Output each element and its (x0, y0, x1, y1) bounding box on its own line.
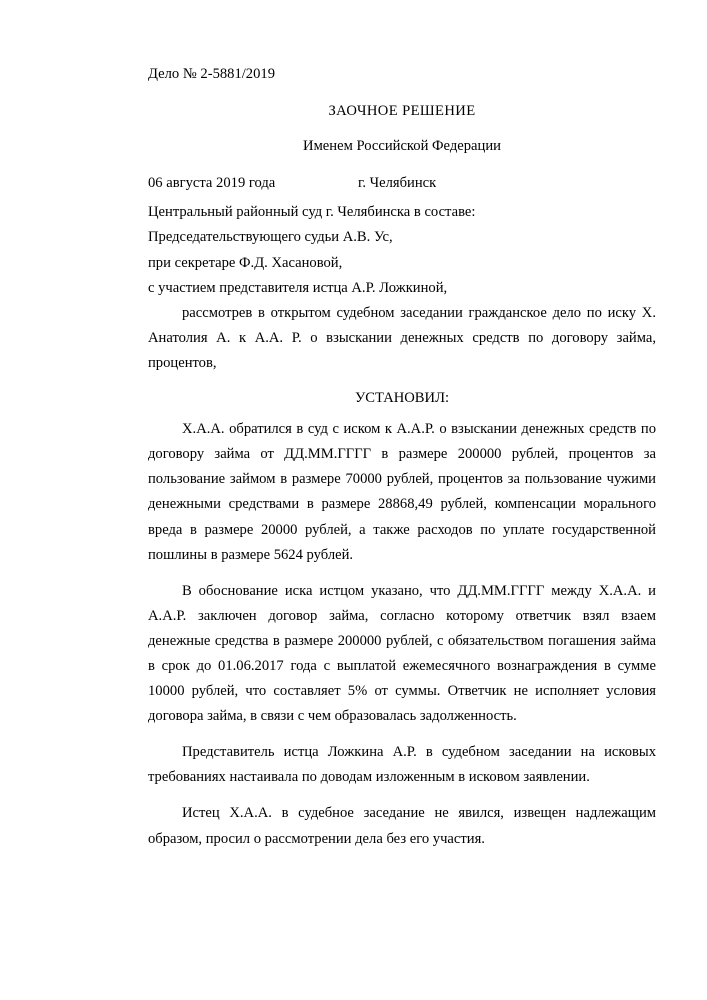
paragraph-spacer (148, 729, 656, 740)
paragraph-claim-details: Х.А.А. обратился в суд с иском к А.А.Р. о взыскании денежных средств по договору займа от ДД.ММ.ГГГГ в размере 200000 рублей, процентов за пользование займом в размере 70000 рублей, процентов за пользование чужими денежными средствами в размере 28868,49 рублей, компенсации морального вреда в размере 20000 рублей, а также расходов по уплате государственной пошлины в размере 5624 рублей. (148, 421, 656, 563)
document-body (148, 62, 656, 852)
decision-city: г. Челябинск (358, 175, 437, 192)
paragraph-representative-position: Представитель истца Ложкина А.Р. в судебном заседании на исковых требованиях настаивала по доводам изложенным в исковом заявлении. (148, 744, 656, 786)
document-title: ЗАОЧНОЕ РЕШЕНИЕ (328, 103, 476, 120)
case-number: Дело № 2-5881/2019 (148, 66, 275, 82)
decision-date: 06 августа 2019 года (148, 175, 276, 192)
paragraph-spacer (148, 790, 656, 801)
section-heading-established: УСТАНОВИЛ: (354, 390, 450, 407)
secretary-line: при секретаре Ф.Д. Хасановой, (148, 254, 343, 271)
intro-paragraph: рассмотрев в открытом судебном заседании гражданское дело по иску Х. Анатолия А. к А.А. Р. о взыскании денежных средств по договору займа, процентов, (148, 304, 656, 371)
presiding-judge-line: Председательствующего судьи А.В. Ус, (148, 229, 393, 246)
representative-line: с участием представителя истца А.Р. Ложкиной, (148, 279, 448, 296)
document-subtitle: Именем Российской Федерации (303, 138, 501, 155)
paragraph-spacer (148, 568, 656, 579)
court-composition-line: Центральный районный суд г. Челябинска в составе: (148, 204, 476, 221)
paragraph-plaintiff-absence: Истец Х.А.А. в судебное заседание не явился, извещен надлежащим образом, просил о рассмотрении дела без его участия. (148, 805, 656, 847)
date-city-row (148, 171, 656, 196)
paragraph-claim-grounds: В обоснование иска истцом указано, что ДД.ММ.ГГГГ между Х.А.А. и А.А.Р. заключен договор займа, согласно которому ответчик взял взаем денежные средства в размере 200000 рублей, с обязательством погашения займа в срок до 01.06.2017 года с выплатой ежемесячного вознаграждения в сумме 10000 рублей, что составляет 5% от суммы. Ответчик не исполняет условия договора займа, в связи с чем образовалась задолженность. (148, 582, 656, 725)
